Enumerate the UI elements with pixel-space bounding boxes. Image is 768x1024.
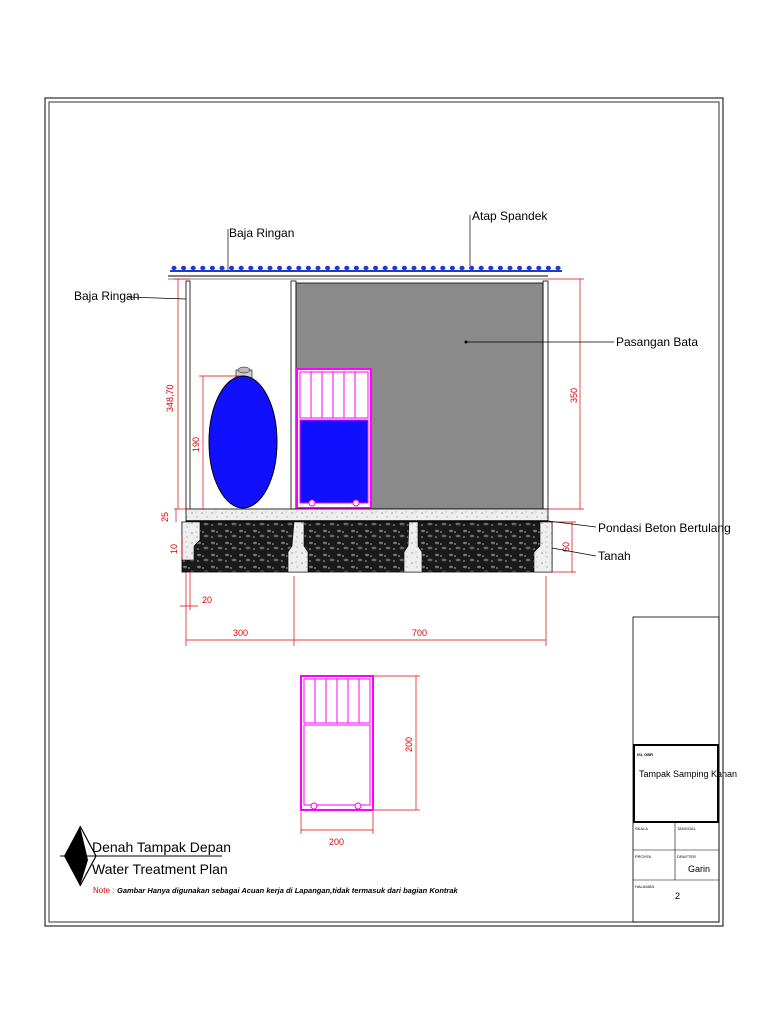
ground-tanah <box>182 522 552 572</box>
column-left <box>186 281 190 509</box>
tb-halaman-value: 2 <box>675 891 681 901</box>
label-baja-ringan-left: Baja Ringan <box>74 289 140 303</box>
dim-10: 10 <box>169 543 179 554</box>
tb-tanggal-label: TANGGAL <box>677 826 696 831</box>
dim-25: 25 <box>160 511 170 522</box>
label-pondasi: Pondasi Beton Bertulang <box>598 521 731 535</box>
tb-skala-label: SKALA <box>635 826 648 831</box>
label-atap-spandek: Atap Spandek <box>472 209 548 223</box>
roof-spandek <box>170 266 562 271</box>
dim-700: 700 <box>412 628 428 638</box>
tb-header-small: ISI, GBR <box>637 752 654 757</box>
dim-20: 20 <box>202 595 213 605</box>
tb-drafter-label: DRAFTER <box>677 854 696 859</box>
door-panel <box>297 369 371 508</box>
label-tanah: Tanah <box>598 549 631 563</box>
panel-detail <box>301 676 373 810</box>
dim-300: 300 <box>233 628 249 638</box>
dim-60: 60 <box>561 541 571 552</box>
tb-drawing-title: Tampak Samping Kanan <box>639 769 738 779</box>
dim-348: 348,70 <box>165 384 175 412</box>
dim-190: 190 <box>191 436 201 452</box>
dim-200-width: 200 <box>329 837 345 847</box>
water-tank <box>209 367 277 508</box>
floor-slab <box>186 509 548 521</box>
note-label: Note : <box>93 886 115 895</box>
label-pasangan-bata: Pasangan Bata <box>616 335 699 349</box>
column-right <box>543 281 548 509</box>
title-line-2: Water Treatment Plan <box>92 861 228 877</box>
tb-drafter-value: Garin <box>688 864 711 874</box>
note-text: Gambar Hanya digunakan sebagai Acuan kerja di Lapangan,tidak termasuk dari bagian Kontrak <box>117 886 458 895</box>
label-baja-ringan-top: Baja Ringan <box>229 226 295 240</box>
column-middle <box>291 281 296 509</box>
dim-350: 350 <box>569 387 579 403</box>
title-line-1: Denah Tampak Depan <box>92 839 232 855</box>
dim-200-height: 200 <box>404 736 414 752</box>
tb-halaman-label: HALAMAN <box>635 884 655 889</box>
tb-proyek-label: PROYEK <box>635 854 652 859</box>
